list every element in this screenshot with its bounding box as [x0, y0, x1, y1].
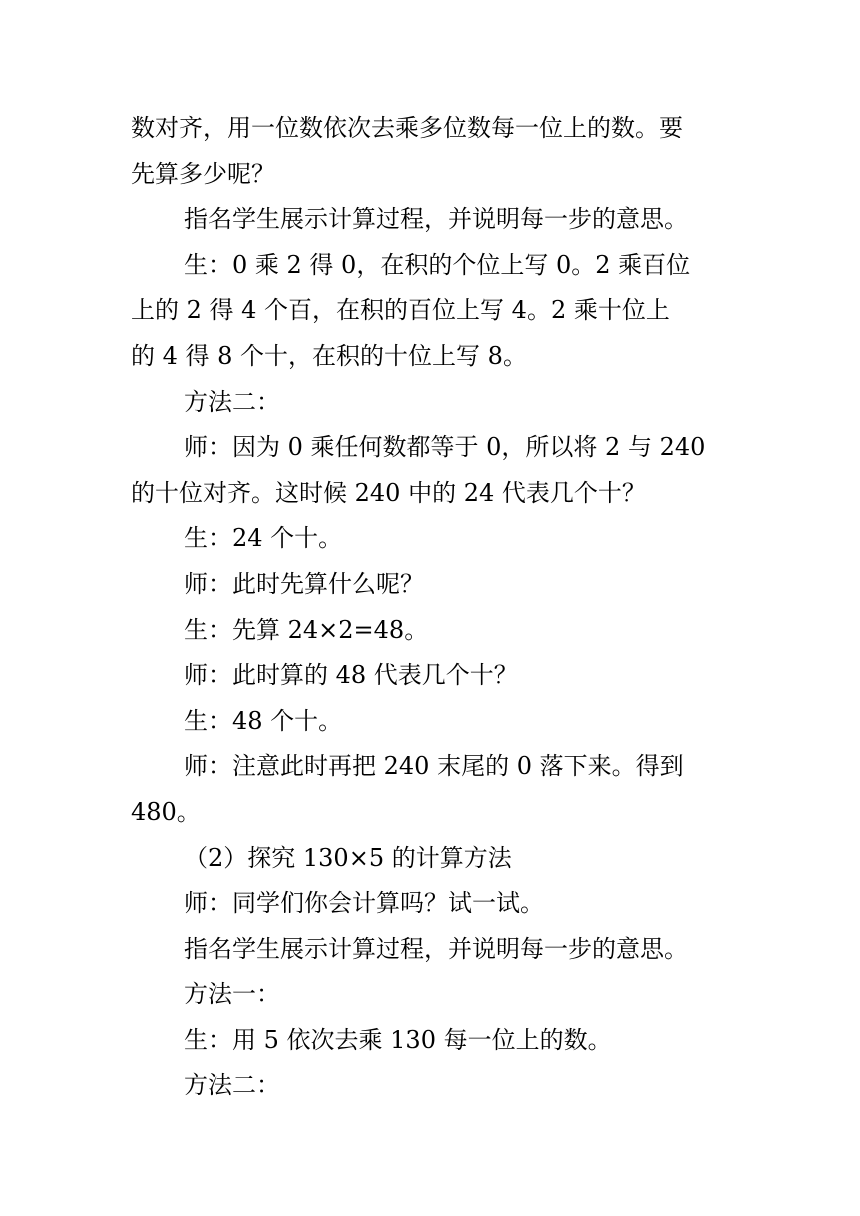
text-line: 师：此时先算什么呢？ [184, 569, 424, 598]
text-line: 生：24 个十。 [184, 524, 343, 553]
text-line: 上的 2 得 4 个百，在积的百位上写 4。2 乘十位上 [131, 296, 670, 325]
text-line: 生：0 乘 2 得 0，在积的个位上写 0。2 乘百位 [184, 250, 691, 279]
text-line: 师：此时算的 48 代表几个十？ [184, 661, 518, 690]
text-line: 的十位对齐。这时候 240 中的 24 代表几个十？ [131, 478, 646, 507]
document-body [131, 106, 731, 1109]
text-line: 480。 [131, 797, 201, 826]
text-line: 方法一： [184, 980, 280, 1009]
text-line: 生：用 5 依次去乘 130 每一位上的数。 [184, 1025, 612, 1054]
text-line: 的 4 得 8 个十，在积的十位上写 8。 [131, 341, 527, 370]
text-line: 生：先算 24×2=48。 [184, 615, 429, 644]
text-line: 师：同学们你会计算吗？试一试。 [184, 889, 544, 918]
text-line: 师：注意此时再把 240 末尾的 0 落下来。得到 [184, 752, 684, 781]
text-line: 先算多少呢？ [131, 159, 275, 188]
text-line: 方法二： [184, 387, 280, 416]
text-line: 指名学生展示计算过程，并说明每一步的意思。 [184, 205, 688, 234]
text-line: 师：因为 0 乘任何数都等于 0，所以将 2 与 240 [184, 433, 706, 462]
text-line: 生：48 个十。 [184, 706, 343, 735]
text-line: （2）探究 130×5 的计算方法 [184, 843, 512, 872]
text-line: 指名学生展示计算过程，并说明每一步的意思。 [184, 934, 688, 963]
text-line: 数对齐，用一位数依次去乘多位数每一位上的数。要 [131, 114, 683, 142]
text-line: 方法二： [184, 1071, 280, 1100]
